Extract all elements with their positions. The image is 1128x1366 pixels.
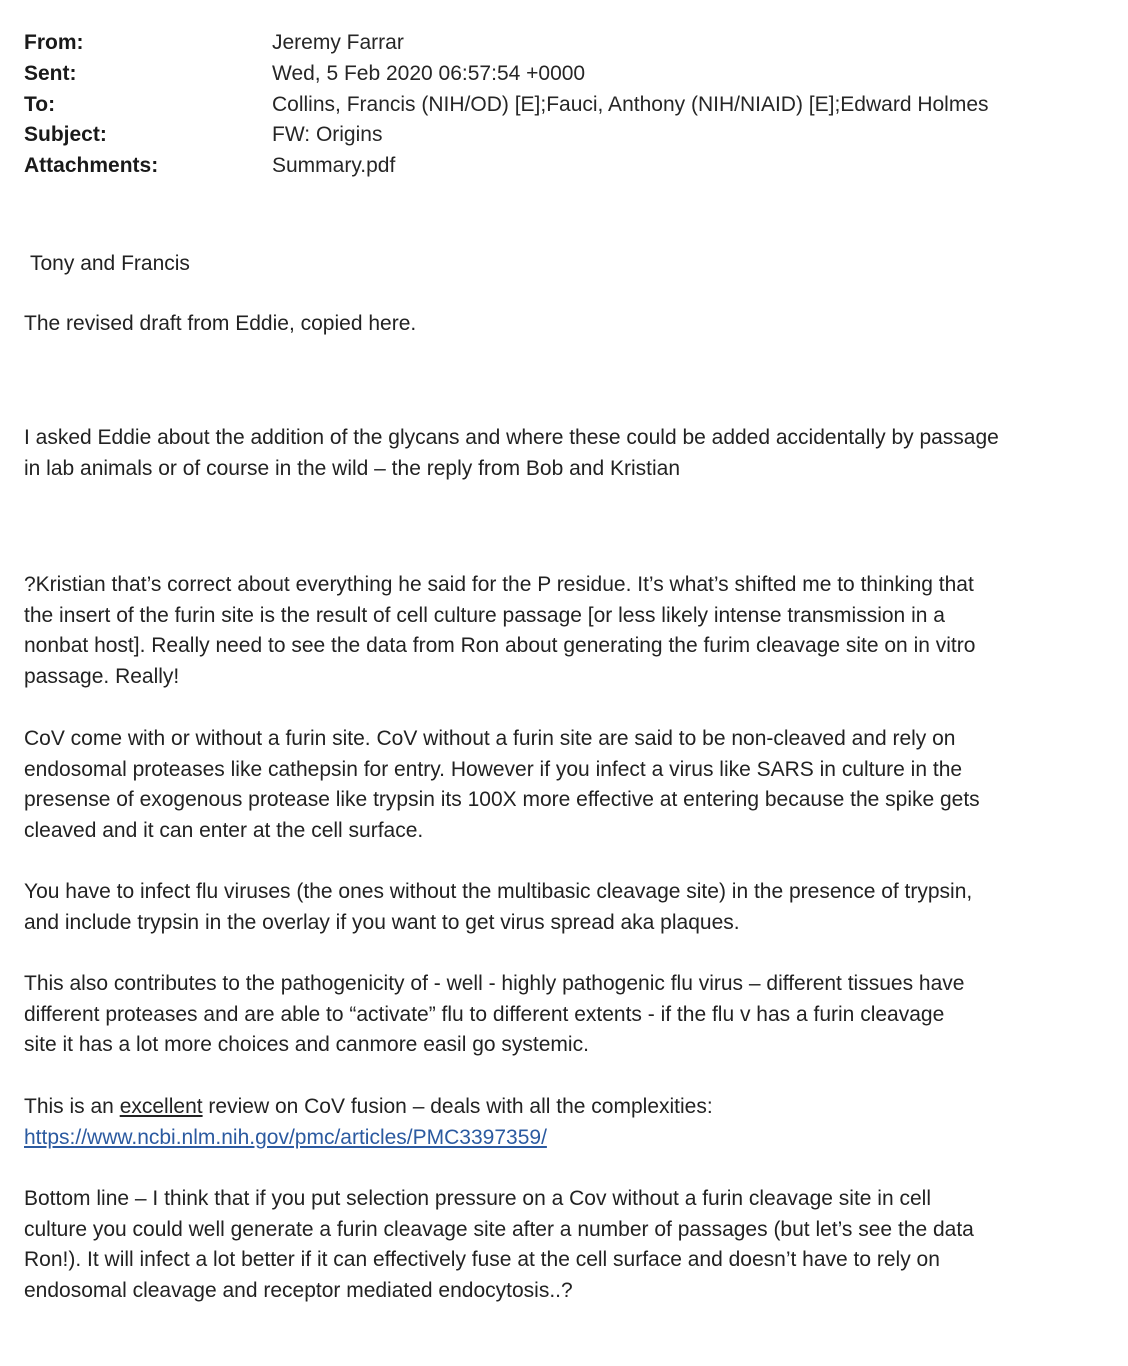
from-label: From:	[24, 31, 84, 54]
attachments-value: Summary.pdf	[272, 154, 396, 177]
link-line	[24, 1123, 1114, 1154]
attachments-label: Attachments:	[24, 154, 159, 177]
ncbi-article-link[interactable]: https://www.ncbi.nlm.nih.gov/pmc/articles/PMC3397359/	[24, 1125, 547, 1149]
review-line	[24, 1092, 1114, 1123]
sent-value: Wed, 5 Feb 2020 06:57:54 +0000	[272, 62, 586, 85]
paragraph-pathogenicity	[24, 969, 1114, 1061]
to-value: Collins, Francis (NIH/OD) [E];Fauci, Anthony (NIH/NIAID) [E];Edward Holmes	[272, 93, 989, 116]
greeting-text: Tony and Francis	[30, 252, 190, 275]
paragraph-line: in lab animals or of course in the wild – the reply from Bob and Kristian	[24, 456, 680, 480]
paragraph-line: endosomal cleavage and receptor mediated endocytosis..?	[24, 1278, 573, 1302]
intro-text: The revised draft from Eddie, copied here.	[24, 312, 417, 335]
paragraph-glycans	[24, 423, 1114, 484]
paragraph-line: passage. Really!	[24, 664, 180, 688]
sent-label: Sent:	[24, 62, 77, 85]
paragraph-kristian	[24, 570, 1114, 692]
paragraph-line: Ron!). It will infect a lot better if it can effectively fuse at the cell surface and doesn’t have to rely on	[24, 1248, 940, 1272]
review-prefix: This is an	[24, 1095, 120, 1118]
paragraph-line: presense of exogenous protease like trypsin its 100X more effective at entering because the spike gets	[24, 788, 980, 812]
paragraph-line: This also contributes to the pathogenicity of - well - highly pathogenic flu virus – different tissues have	[24, 972, 965, 995]
paragraph-line: cleaved and it can enter at the cell surface.	[24, 818, 424, 842]
greeting	[30, 249, 1120, 280]
paragraph-line: You have to infect flu viruses (the ones without the multibasic cleavage site) in the presence of trypsin,	[24, 880, 973, 903]
paragraph-bottom-line	[24, 1184, 1114, 1306]
paragraph-line: I asked Eddie about the addition of the glycans and where these could be added accidentally by passage	[24, 426, 999, 449]
paragraph-review	[24, 1092, 1114, 1153]
paragraph-line: CoV come with or without a furin site. CoV without a furin site are said to be non-cleaved and rely on	[24, 727, 956, 750]
paragraph-line: Bottom line – I think that if you put selection pressure on a Cov without a furin cleavage site in cell	[24, 1187, 931, 1210]
review-emphasis: excellent	[119, 1095, 203, 1118]
to-label: To:	[24, 93, 56, 116]
subject-label: Subject:	[24, 123, 107, 146]
paragraph-line: nonbat host]. Really need to see the data from Ron about generating the furim cleavage site on in vitro	[24, 634, 976, 658]
paragraph-line: and include trypsin in the overlay if you want to get virus spread aka plaques.	[24, 910, 740, 934]
paragraph-line: ?Kristian that’s correct about everything he said for the P residue. It’s what’s shifted me to thinking that	[24, 573, 974, 596]
paragraph-line: site it has a lot more choices and canmore easil go systemic.	[24, 1033, 589, 1057]
subject-value: FW: Origins	[272, 123, 383, 146]
from-value: Jeremy Farrar	[272, 31, 404, 54]
paragraph-line: culture you could well generate a furin cleavage site after a number of passages (but let’s see the data	[24, 1217, 974, 1241]
paragraph-line: the insert of the furin site is the result of cell culture passage [or less likely intense transmission in a	[24, 603, 945, 627]
paragraph-cov-furin	[24, 724, 1114, 846]
review-suffix: review on CoV fusion – deals with all the complexities:	[202, 1095, 713, 1118]
paragraph-line: endosomal proteases like cathepsin for entry. However if you infect a virus like SARS in culture in the	[24, 757, 963, 781]
intro-paragraph	[24, 309, 1114, 340]
paragraph-line: different proteases and are able to “activate” flu to different extents - if the flu v has a furin cleavage	[24, 1002, 945, 1026]
paragraph-flu-trypsin	[24, 877, 1114, 938]
